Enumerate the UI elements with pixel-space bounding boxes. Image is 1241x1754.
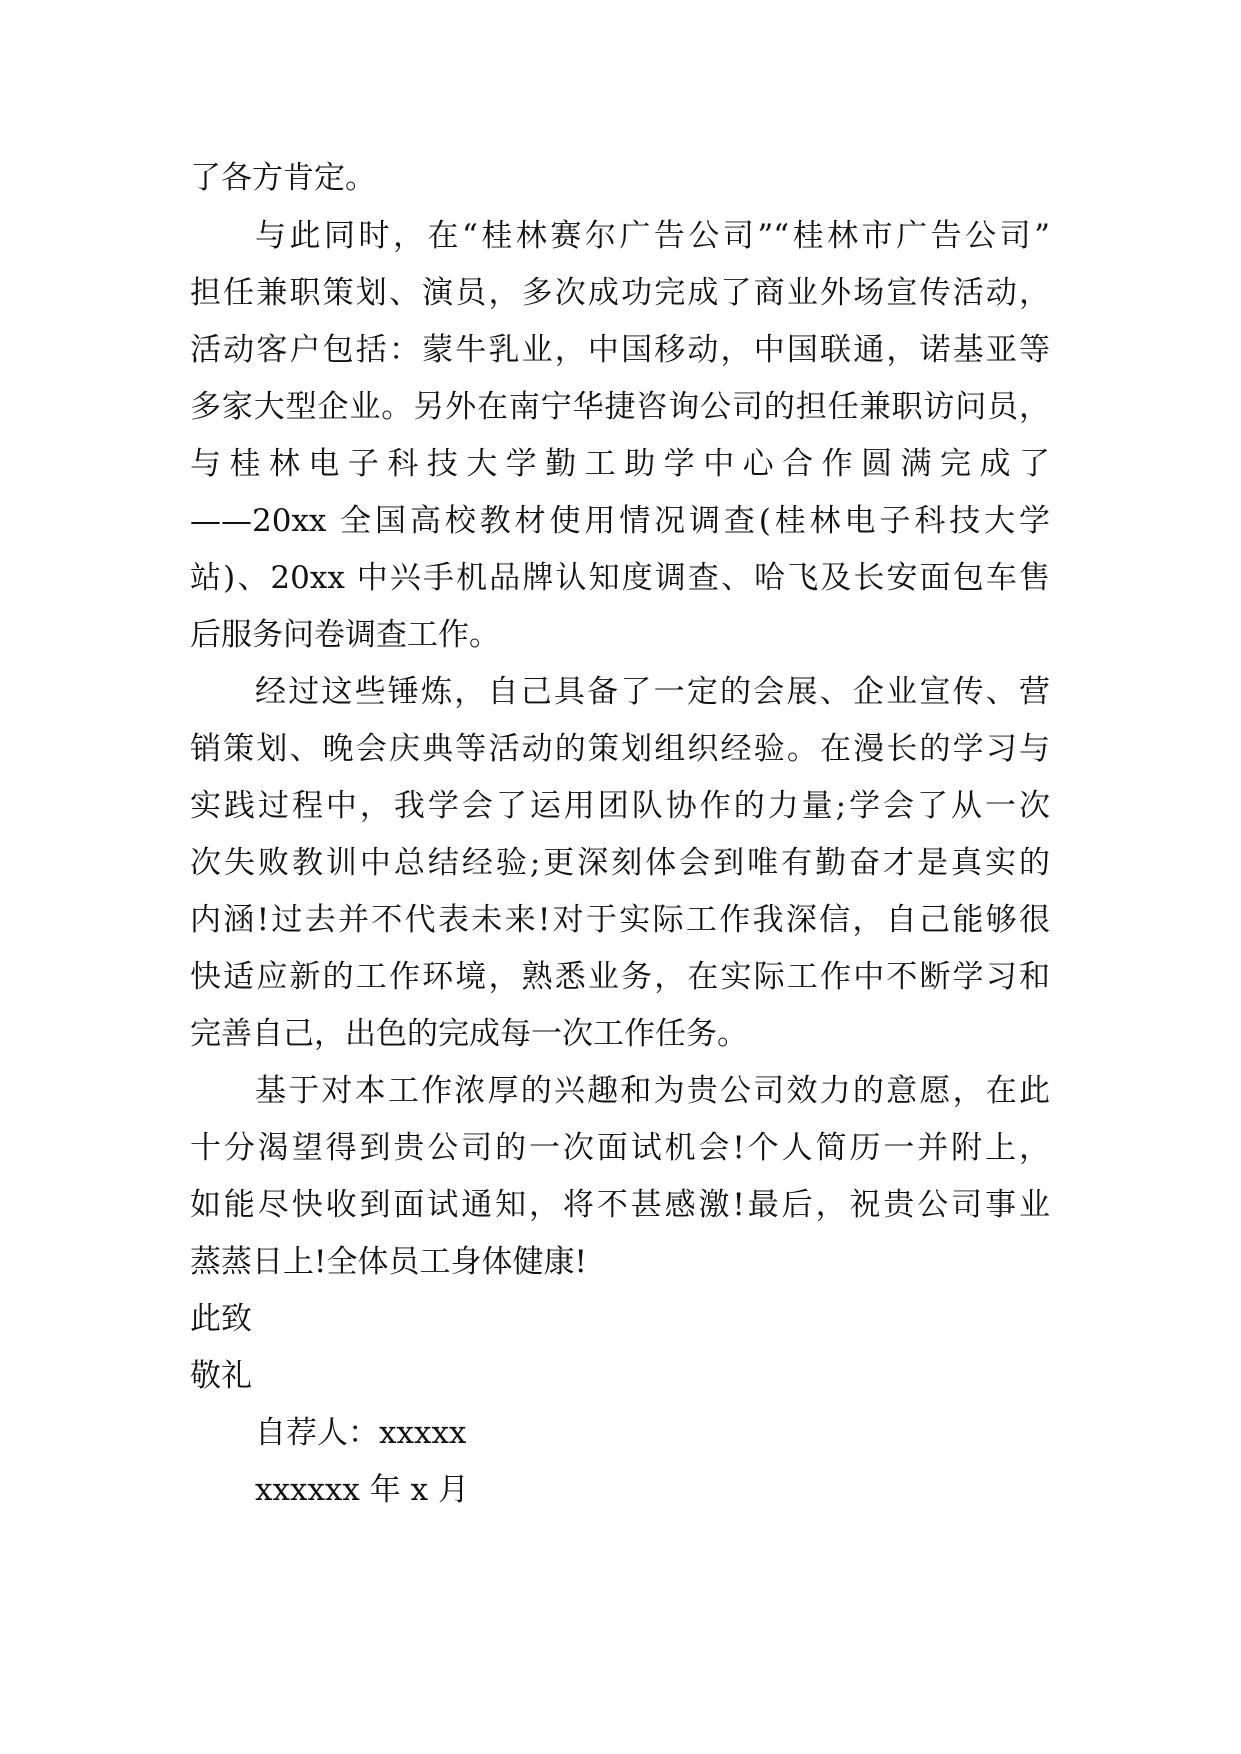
body-line: 多家大型企业。另外在南宁华捷咨询公司的担任兼职访问员， [190, 389, 1050, 425]
body-line: 实践过程中，我学会了运用团队协作的力量;学会了从一次 [190, 788, 1050, 824]
paragraph-first-line: 与此同时，在“桂林赛尔广告公司”“桂林市广告公司” [255, 218, 1050, 254]
body-line: 后服务问卷调查工作。 [190, 617, 500, 653]
closing-salutation: 此致 [190, 1301, 252, 1337]
paragraph-first-line: 基于对本工作浓厚的兴趣和为贵公司效力的意愿，在此 [255, 1073, 1050, 1109]
body-line: 完善自己，出色的完成每一次工作任务。 [190, 1016, 748, 1052]
body-line: 销策划、晚会庆典等活动的策划组织经验。在漫长的学习与 [190, 731, 1050, 767]
body-line: 与桂林电子科技大学勤工助学中心合作圆满完成了 [190, 446, 1050, 482]
body-line: 内涵!过去并不代表未来!对于实际工作我深信，自己能够很 [190, 902, 1050, 938]
body-line: 蒸蒸日上!全体员工身体健康! [190, 1244, 587, 1280]
body-line: 次失败教训中总结经验;更深刻体会到唯有勤奋才是真实的 [190, 845, 1050, 881]
body-line: 了各方肯定。 [190, 160, 376, 196]
body-line: 十分渴望得到贵公司的一次面试机会!个人简历一并附上， [190, 1130, 1050, 1166]
body-line: 活动客户包括：蒙牛乳业，中国移动，中国联通，诺基亚等 [190, 332, 1050, 368]
date-line: xxxxxx 年 x 月 [255, 1472, 469, 1508]
body-line: ——20xx 全国高校教材使用情况调查(桂林电子科技大学 [190, 503, 1050, 539]
body-line: 担任兼职策划、演员，多次成功完成了商业外场宣传活动， [190, 275, 1050, 311]
closing-regards: 敬礼 [190, 1358, 252, 1394]
body-line: 快适应新的工作环境，熟悉业务，在实际工作中不断学习和 [190, 959, 1050, 995]
paragraph-first-line: 经过这些锤炼，自己具备了一定的会展、企业宣传、营 [255, 674, 1050, 710]
body-line: 站)、20xx 中兴手机品牌认知度调查、哈飞及长安面包车售 [190, 560, 1050, 596]
signature-line: 自荐人：xxxxx [255, 1415, 467, 1451]
body-line: 如能尽快收到面试通知，将不甚感激!最后，祝贵公司事业 [190, 1187, 1050, 1223]
